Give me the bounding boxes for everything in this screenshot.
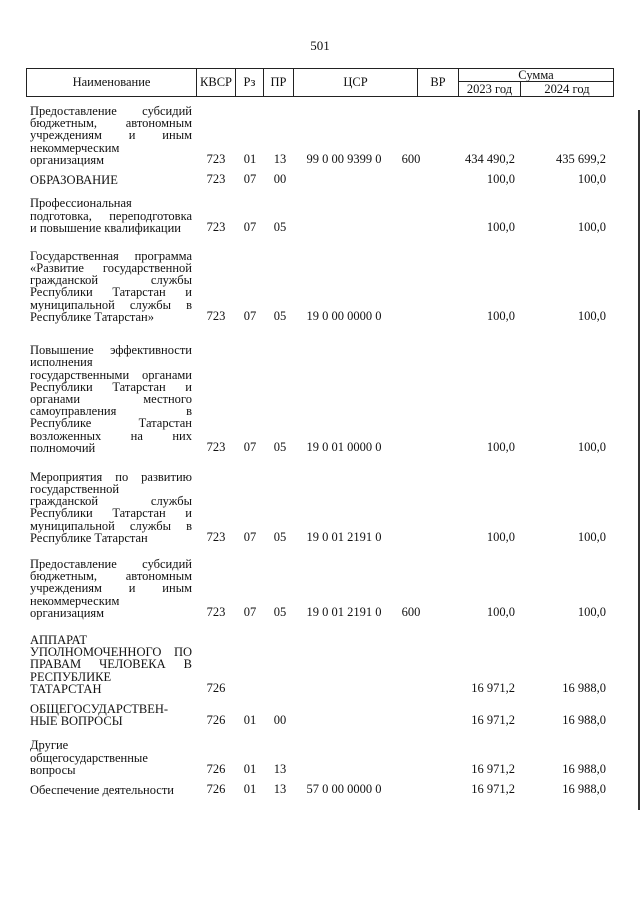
col-header-csr: ЦСР	[293, 68, 417, 97]
row-pr: 05	[273, 309, 287, 323]
row-rz: 07	[243, 220, 257, 234]
row-csr: 19 0 01 0000 0	[306, 440, 382, 454]
row-name: Профессиональная подготовка, переподготовка и повышение квалификации	[30, 196, 192, 235]
row-sum-2023: 100,0	[486, 605, 515, 619]
row-name: АППАРАТ УПОЛНОМОЧЕННОГО ПО ПРАВАМ ЧЕЛОВЕКА В РЕСПУБЛИКЕ ТАТАРСТАН	[30, 632, 192, 696]
row-sum-2024: 100,0	[577, 309, 606, 323]
row-name: Обеспечение деятельности	[30, 782, 175, 797]
row-sum-2024: 100,0	[577, 172, 606, 186]
row-rz: 07	[243, 440, 257, 454]
row-name: ОБЩЕГОСУДАРСТВЕН- НЫЕ ВОПРОСЫ	[30, 701, 169, 728]
row-sum-2023: 434 490,2	[465, 152, 515, 166]
row-csr: 99 0 00 9399 0	[306, 152, 382, 166]
row-name: Предоставление субсидий бюджетным, автономным учреждениям и иным некоммерческим организациям	[30, 103, 192, 167]
row-name: Другие общегосударственные вопросы	[30, 738, 148, 777]
row-csr: 57 0 00 0000 0	[306, 782, 382, 796]
row-sum-2024: 16 988,0	[562, 713, 606, 727]
row-sum-2023: 16 971,2	[471, 762, 515, 776]
row-kvsr: 723	[206, 152, 226, 166]
row-kvsr: 726	[206, 762, 226, 776]
row-sum-2024: 16 988,0	[562, 782, 606, 796]
row-name: Повышение эффективности исполнения государственными органами Республики Татарстан и органами местного самоуправления в Республике Татарстан возложенных на них полномочий	[30, 343, 192, 455]
row-rz: 01	[243, 782, 257, 796]
col-header-vr: ВР	[417, 68, 458, 97]
row-pr: 00	[273, 172, 287, 186]
col-header-name: Наименование	[26, 68, 196, 97]
row-sum-2024: 16 988,0	[562, 681, 606, 695]
row-pr: 00	[273, 713, 287, 727]
page-number: 501	[310, 38, 330, 53]
row-pr: 13	[273, 762, 287, 776]
col-header-sum: Сумма	[458, 68, 614, 82]
col-header-rz: Рз	[235, 68, 263, 97]
row-sum-2024: 435 699,2	[556, 152, 606, 166]
row-sum-2023: 16 971,2	[471, 681, 515, 695]
row-pr: 13	[273, 152, 287, 166]
row-name: Государственная программа «Развитие государственной гражданской службы Республики Татарстан и муниципальной службы в Республике Татарстан»	[30, 248, 192, 324]
row-rz: 01	[243, 713, 257, 727]
row-kvsr: 723	[206, 309, 226, 323]
row-sum-2023: 100,0	[486, 309, 515, 323]
row-sum-2024: 100,0	[577, 440, 606, 454]
row-pr: 05	[273, 440, 287, 454]
row-pr: 05	[273, 220, 287, 234]
col-header-pr: ПР	[263, 68, 293, 97]
row-kvsr: 726	[206, 782, 226, 796]
row-sum-2024: 16 988,0	[562, 762, 606, 776]
row-sum-2024: 100,0	[577, 220, 606, 234]
row-name: Предоставление субсидий бюджетным, автономным учреждениям и иным некоммерческим организациям	[30, 556, 192, 620]
row-kvsr: 723	[206, 172, 226, 186]
row-sum-2024: 100,0	[577, 530, 606, 544]
row-name: Мероприятия по развитию государственной гражданской службы Республики Татарстан и муниципальной службы в Республике Татарстан	[30, 469, 192, 545]
row-pr: 13	[273, 782, 287, 796]
row-sum-2023: 100,0	[486, 220, 515, 234]
row-sum-2023: 100,0	[486, 530, 515, 544]
row-sum-2023: 16 971,2	[471, 782, 515, 796]
row-kvsr: 726	[206, 713, 226, 727]
row-kvsr: 723	[206, 605, 226, 619]
row-kvsr: 726	[206, 681, 226, 695]
row-rz: 01	[243, 152, 257, 166]
row-csr: 19 0 01 2191 0	[306, 605, 382, 619]
row-sum-2023: 100,0	[486, 440, 515, 454]
row-kvsr: 723	[206, 440, 226, 454]
row-sum-2023: 100,0	[486, 172, 515, 186]
row-sum-2023: 16 971,2	[471, 713, 515, 727]
row-kvsr: 723	[206, 530, 226, 544]
row-rz: 01	[243, 762, 257, 776]
row-kvsr: 723	[206, 220, 226, 234]
row-name: ОБРАЗОВАНИЕ	[30, 172, 118, 187]
row-pr: 05	[273, 530, 287, 544]
col-header-kvsr: КВСР	[196, 68, 235, 97]
row-csr: 19 0 00 0000 0	[306, 309, 382, 323]
col-header-2024: 2024 год	[520, 82, 614, 97]
row-rz: 07	[243, 605, 257, 619]
col-header-2023: 2023 год	[458, 82, 520, 97]
row-rz: 07	[243, 309, 257, 323]
row-csr: 19 0 01 2191 0	[306, 530, 382, 544]
row-sum-2024: 100,0	[577, 605, 606, 619]
row-rz: 07	[243, 530, 257, 544]
row-rz: 07	[243, 172, 257, 186]
row-vr: 600	[401, 605, 421, 619]
row-vr: 600	[401, 152, 421, 166]
row-pr: 05	[273, 605, 287, 619]
